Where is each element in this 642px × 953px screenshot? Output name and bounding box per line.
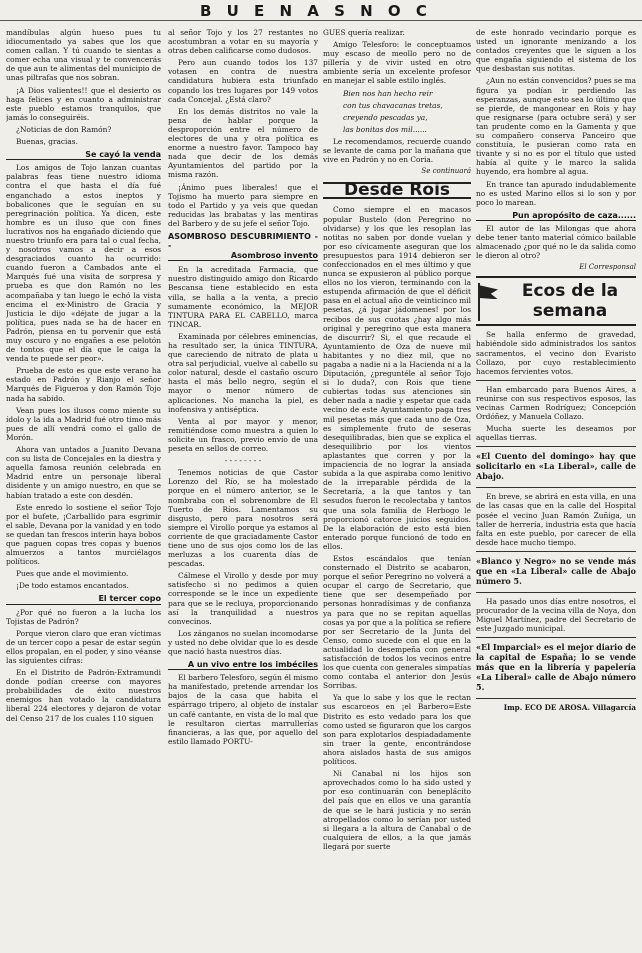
section-heading-pun-aproposito-de-caza: Pun apropósito de caza......: [476, 211, 636, 221]
column-4: [476, 28, 636, 946]
divider: [476, 380, 636, 381]
article-paragraph: Este enredo lo sostiene el señor Tojo por el bufete, ¡Carballido para esgrimir el sable, Devana por la vanidad y en todo se quedan tan frescos interin haya bobos que paguen copas tres copas y buenos almuerzos a tantos murciélagos políticos.: [6, 502, 161, 567]
article-paragraph: En el Distrito de Padrón-Extramundi donde podían creerse con mayores probabilidades de éxito nuestros enemigos han votado la candidatura liberal 224 electores y dejaron de votar del Censo 217 de los cuales 110 siguen: [6, 668, 161, 723]
article-paragraph: ¡Ánimo pues liberales! que el Tojismo ha muerto para siempre en todo el Partido y ya veis que quedan reducidas las brabatas y las mentiras del Barbero y de su jefe el señor Tojo.: [168, 182, 318, 228]
article-paragraph: Ni Canabal ni los hijos son aprovechados como lo ha sido usted y por eso continuarán con beneplácito del país que en ellos ve una garantía de que se le hará justicia y no serán atropellados como lo serían por usted si llegara a la altura de Canabal o de cualquiera de ellos, a la que jamás llegará por suerte: [323, 769, 471, 851]
signature-continuara: Se continuará: [421, 167, 471, 176]
article-paragraph: Cálmese el Virollo y desde por muy satisfecho si no pedimos a quien corresponde se le ince un expediente para que se le recluya, proporcionando así la tranquilidad a nuestros convecinos.: [168, 571, 318, 626]
divider: [476, 698, 636, 699]
article-paragraph: Tenemos noticias de que Castor Lorenzo del Río, se ha molestado porque en el número anterior, se le nombraba con el sobrenombre de El Tuerto de Ríos. Lamentamos su disgusto, pero para nosotros será siempre el Virollo porque ya estamos al corriente de que graciadamente Castor tiene uno de sus ojos como los de las merluzas a los cuarenta días de pescadas.: [168, 468, 318, 569]
divider: [476, 551, 636, 552]
divider: [476, 592, 636, 593]
verse-line: Bien nos han hecho reir: [343, 88, 433, 98]
section-heading-asombroso-descubrimiento: ASOMBROSO DESCUBRIMIENTO - -: [168, 231, 318, 251]
separator: - - - - - - - -: [224, 456, 262, 466]
advertisement-el-imparcial: «El Imparcial» es el mejor diario de la capital de España; lo se vende más que en la librería y papelería «La Liberal» calle de Abajo número 5.: [476, 642, 636, 693]
article-paragraph: Pero aun cuando todos los 137 votasen en contra de nuestra candidatura hubiera esta triunfado copando los tres lugares por 149 votos cada Concejal. ¿Está claro?: [168, 58, 318, 104]
ecos-title-line2: semana: [532, 301, 608, 322]
article-paragraph: Amigo Telesforo: le conceptuamos muy escaso de meollo pero no de pillería y de vivir usted en otro ambiente sería un excelente profesor en manejar el sable estilo inglés.: [323, 40, 471, 86]
masthead: [0, 0, 642, 24]
section-heading-desde-rois: Desde Rois: [323, 182, 471, 199]
article-paragraph: GUES quería realizar.: [323, 28, 405, 37]
imprint-line: Imp. ECO DE AROSA. Villagarcía: [503, 703, 636, 713]
article-paragraph: En trance tan apurado indudablemente no es usted Marino ellos si lo son y por poco lo marean.: [476, 179, 636, 207]
divider: [476, 637, 636, 638]
article-paragraph: Prueba de esto es que este verano ha estado en Padrón y Rianjo el señor Marqués de Figueroa y don Ramón Tojo nada ha sabido.: [6, 366, 161, 403]
article-paragraph: al señor Tojo y los 27 restantes no acostumbran a votar en su mayoría y otras deben calificarse como dudosos.: [168, 28, 318, 56]
article-paragraph: ¿Aun no están convencidos? pues se ma figura ya podían ir perdiendo las esperanzas, aunque esto sea lo último que se pierde, de mangonear en Rois y hay que resignarse (para octubre será) y ser tan prudente como en la Gamenta y que su compañero conserva Panceiro que constituía, le pusieran como rata en tivante y si no es por el título que usted había al quite y le marco la salida huyendo, era hombre al agua.: [476, 76, 636, 177]
article-paragraph: Venta al por mayor y menor, remitiéndose como muestra a quien lo solicite un frasco, previo envío de una peseta en sellos de correo.: [168, 416, 318, 454]
masthead-rule: [0, 20, 642, 21]
article-paragraph: Ha pasado unos días entre nosotros, el procurador de la vecina villa de Noya, don Miguel Martínez, padre del Secretario de este Juzgado municipal.: [476, 596, 636, 634]
article-paragraph: ¿Por qué no fueron a la lucha los Tojistas de Padrón?: [6, 607, 161, 626]
section-heading-un-vivo-entre-los-imbeciles: A un vivo entre los imbéciles: [168, 660, 318, 670]
article-paragraph: Buenas, gracias.: [16, 137, 78, 147]
article-paragraph: Porque vieron claro que eran víctimas de un tercer copo a pesar de estar según ellos propalan, en el poder, y sino véanse las siguientes cifras:: [6, 628, 161, 665]
section-heading-se-cayo-la-venda: Se cayó la venda: [6, 150, 161, 160]
article-paragraph: Los zánganos no suelan incomodarse y usted no debe olvidar que lo es desde que nació hasta nuestros días.: [168, 628, 318, 656]
article-paragraph: Le recomendamos, recuerde cuando se levante de cama por la mañana que vive en Padrón y no en Coria.: [323, 136, 471, 165]
article-paragraph: mandíbulas algún hueso pues tu idiocumentado ya sabes que los que comen callan. Y tú cuando te sientas a comer echa una visual y te convencerás de que aun te alimentas del municipio de unas piltrafas que nos sobran.: [6, 28, 161, 83]
advertisement-cuento-del-domingo: «El Cuento del domingo» hay que solicitarlo en «La Liberal», calle de Abajo.: [476, 451, 636, 482]
divider: [476, 487, 636, 488]
article-paragraph: de este honrado vecindario porque es usted un ignorante menizando a los contados creyentes que le siguen a los que engaña siguiendo el sistema de los que desbastan sus notitas.: [476, 28, 636, 74]
column-2: [168, 28, 318, 946]
article-paragraph: ¿Noticias de don Ramón?: [16, 124, 112, 134]
article-paragraph: El barbero Telesforo, según él mismo ha manifestado, pretende arrendar los bajos de la casa que habita el espárrago tripero, al objeto de instalar un café cantante, en vista de lo mal que le resultaron ciertas marrullerías financieras, a las que, por aquello del estilo llamado PORTU-: [168, 673, 318, 746]
section-subheading-asombroso-invento: Asombroso invento: [168, 251, 318, 261]
article-paragraph: Estos escándalos que tenían consternado el Distrito se acabaron, porque el señor Peregrino no volverá a ocupar el cargo de Secretario, que tiene que ser desempeñado por personas honradísimas y de confianza ya para que no se repitan aquellas cosas ya por que a la política se refiere por ser Secretario de la Junta del Censo, como sucede con el que en la actualidad lo desempeña con general satisfacción de todos los vecinos entre los que cuenta con generales simpatías como contaba el anterior don Jesús Sorribas.: [323, 553, 471, 691]
article-paragraph: En breve, se abrirá en esta villa, en una de las casas que en la calle del Hospital posée el vecino Juan Ramón Zuñiga, un taller de herrería, industria esta que hacía falta en este pueblo, por carecer de ella desde hace mucho tiempo.: [476, 492, 636, 547]
masthead-title: B U E N A S N O C: [200, 2, 432, 20]
advertisement-blanco-y-negro: «Blanco y Negro» no se vende más que en «La Liberal» calle de Abajo número 5.: [476, 555, 636, 586]
article-paragraph: El autor de las Milongas que ahora debe tener tanto material cómico bailable almacenado ¿por qué no le da salida como le dieron al otro?: [476, 223, 636, 261]
section-heading-el-tercer-copo: El tercer copo: [6, 594, 161, 604]
signature-corresponsal: El Corresponsal: [579, 263, 636, 272]
article-paragraph: Vean pues los ilusos como miente su ídolo y la ida a Madrid fué otro timo más pues de allí vendrá como el gallo de Morón.: [6, 405, 161, 442]
flag-icon: [476, 281, 500, 321]
article-paragraph: ¡A Dios valientes!! que el desierto os haga felices y en cuanto a administrar este pueblo estamos tranquilos, que jamás lo conseguiréis.: [6, 85, 161, 122]
ecos-title-line1: Ecos de la: [521, 281, 619, 302]
verse-line: las bonitas dos mil......: [343, 124, 427, 134]
article-paragraph: Han embarcado para Buenos Aires, a reunirse con sus respectivos esposos, las vecinas Carmen Rodríguez; Concepción Ordóñez, y Manuela Collazo.: [476, 384, 636, 422]
article-paragraph: En los demás distritos no vale la pena de hablar porque la desproporción entre el número de electores de una y otra política es enorme a nuestro favor. Tampoco hay nada que decir de los demás Ayuntamientos del partido por la misma razón.: [168, 106, 318, 180]
article-paragraph: Los amigos de Tojo lanzan cuantas palabras feas tiene nuestro idioma contra el que hasta el día fué enganchado a estos ineptos y bobalicones que le seguían en su peregrinación política. Ya dicen, este hombre es un iluso que con fines lucrativos nos ha engañado diciendo que nuestro triunfo era para tal o cual fecha, y nosotros vamos a decir a esos desgraciados cuanto ha ocurrido: cuando fueron a Cambados ante el Marqués fué una visita de sorpresa y prueba es que don Ramón no les acompañaba y tan luego le echó la vista encima el ex-Ministro de Gracia y Justicia le dijo «déjate de jugar a la política, pues nada se ha de hacer en Padrón, piensa en tu porvenir que está muy oscuro y no engañes a ese pelotón de tontos que el día que le caiga la venda te puede ser peor».: [6, 163, 161, 364]
article-paragraph: Ahora van untados a Juanito Devana con su lista de Concejales en la diestra y aquella famosa reunión celebrada en Madrid entre un personaje liberal disidente y un amigo nuestro, en que se habían tratado a este con desdén.: [6, 445, 161, 500]
article-paragraph: Pues que ande el movimiento.: [16, 569, 129, 579]
divider: [476, 446, 636, 447]
article-paragraph: Ya que lo sabe y los que le rectan sus escarceos en ¡el Barbero=Este Distrito es esto vedado para los que como usted se figuraron que los cargos son para explotarlos despiadadamente sin traer la gente, encontrándose ahora aislados hasta de sus amigos políticos.: [323, 693, 471, 767]
article-paragraph: Se halla enfermo de gravedad, habiéndole sido administrados los santos sacramentos, el vecino don Evaristo Collazo, por cuyo restablecimiento hacemos fervientes votos.: [476, 330, 636, 376]
article-paragraph: Examinada por célebres eminencias, ha resultado ser, la única TINTURA, que careciendo de nitrato de plata u otra sal perjudicial, vuelve al cabello su color natural, desde el castaño oscuro hasta el más bello negro, según el mayor o menor número de aplicaciones. No mancha la piel, es inofensiva y antiséptica.: [168, 331, 318, 414]
article-paragraph: ¡De todo estamos encantados.: [16, 581, 129, 591]
column-3: [323, 28, 471, 946]
article-paragraph: En la acreditada Farmacia, que nuestro distinguido amigo don Ricardo Bescansa tiene establecido en esta villa, se halla a la venta, a precio sumamente económico, la MEJOR TINTURA PARA EL CABELLO, marca TINCAR.: [168, 265, 318, 329]
article-paragraph: Como siempre el en macasos popular Bustelo (don Peregrino no olvidarse) y los que les resoplan las notitas no saben por donde vuelan y por eso cívicamente aseguran que los presupuestos para 1914 debieron ser confeccionados en el mes último y que nunca se expusieron al público porque ellos no los vieron, terminando con la estupenda afirmación de que el déficit pasa en el actual año de veinticinco mil pesetas, ¿á jugar jádomenes! por los recibos de sus cuotas ¿hay algo más original y peregrino que esta manera de discurrir? Si, el que recaude el Ayuntamiento de Oza de nueve mil habitantes y no diez mil, que no pagaba a nadie ni a la Hacienda ni a la Diputación, ¿preguntéle al señor Tojo si lo duda?, con Rois que tiene cubiertas todas sus atenciones sin deber nada a nadie y espetar que cada vecino de este Ayuntamiento paga tres mil pesetas más que cada uno de Oza, es simplemente fruto de seseras desequilibradas, bien que se explica el desequilibrio por los vientos aplastantes que corren y por la impaciencia de no lograr la ansiada subida a la que aspiraba como lenitivo de la irreparable pérdida de la Secretaría, a la que tantos y tan sesudos fueron le recolectaba y tantos que una sola familia de Herbogo le proporcionó catorce juicios seguidos. De la elaboración de esto está bien enterado porque funcionó de todo en ellos.: [323, 205, 471, 551]
ecos-title: [504, 281, 636, 321]
article-paragraph: Mucha suerte les deseamos por aquellas tierras.: [476, 424, 636, 443]
verse-line: con tus chavacanas tretas,: [343, 100, 443, 110]
ecos-de-la-semana-header: [476, 276, 636, 326]
verse-line: creyendo pescadas ya,: [343, 112, 428, 122]
column-1: [6, 28, 161, 946]
